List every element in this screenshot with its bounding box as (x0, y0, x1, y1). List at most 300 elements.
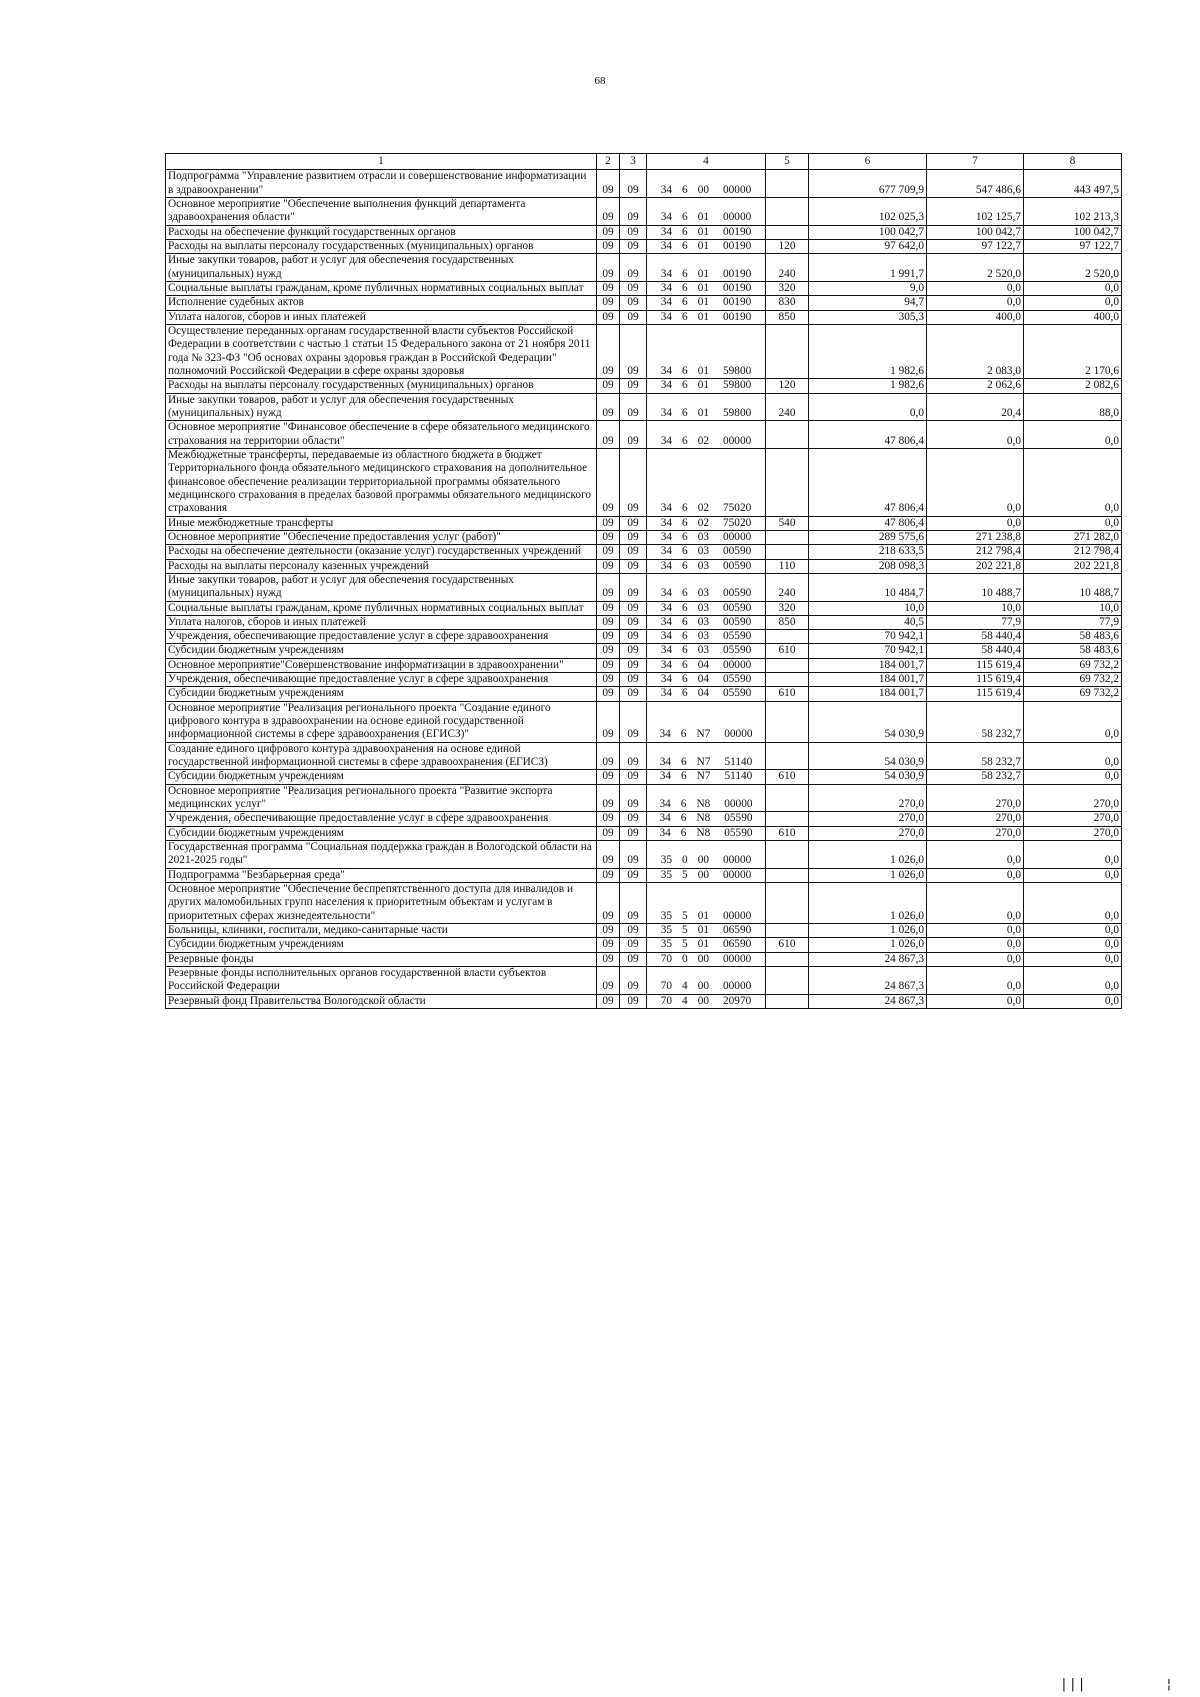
row-value-7: 0,0 (927, 924, 1024, 938)
row-value-7: 115 619,4 (927, 673, 1024, 687)
table-row (166, 601, 1122, 615)
row-value-7: 102 125,7 (927, 197, 1024, 225)
row-code-4 (647, 883, 766, 924)
row-name: Расходы на обеспечение функций государственных органов (166, 225, 597, 239)
code-4-subprogram: 6 (682, 630, 688, 643)
row-value-8: 0,0 (1024, 924, 1122, 938)
row-code-2: 09 (597, 324, 620, 378)
code-4-program: 34 (660, 364, 673, 377)
row-value-7: 400,0 (927, 310, 1024, 324)
code-4-program: 34 (659, 826, 671, 839)
table-row (166, 559, 1122, 573)
row-code-5: 240 (766, 254, 809, 282)
row-value-8: 270,0 (1024, 812, 1122, 826)
code-4-program: 34 (660, 310, 673, 323)
code-4-subprogram: 6 (680, 812, 687, 825)
row-code-2: 09 (597, 393, 620, 421)
code-4-event: N8 (696, 812, 711, 825)
code-4-event: 00 (697, 952, 709, 965)
row-value-8: 69 732,2 (1024, 687, 1122, 701)
row-code-5: 120 (766, 379, 809, 393)
row-code-2: 09 (597, 225, 620, 239)
code-4-subprogram: 6 (682, 434, 688, 447)
row-code-3: 09 (620, 225, 647, 239)
row-name: Расходы на обеспечение деятельности (оказание услуг) государственных учреждений (166, 545, 597, 559)
row-name: Субсидии бюджетным учреждениям (166, 826, 597, 840)
code-4-program: 34 (660, 545, 673, 558)
code-4-event: 03 (697, 559, 709, 572)
row-value-8: 270,0 (1024, 826, 1122, 840)
code-4-event: 01 (697, 310, 709, 323)
row-value-8: 10,0 (1024, 601, 1122, 615)
row-value-7: 97 122,7 (927, 239, 1024, 253)
row-code-5: 610 (766, 770, 809, 784)
row-code-2: 09 (597, 239, 620, 253)
row-code-5: 610 (766, 826, 809, 840)
code-4-program: 34 (660, 630, 673, 643)
row-code-3: 09 (620, 938, 647, 952)
row-code-2: 09 (597, 812, 620, 826)
row-code-4 (647, 994, 766, 1008)
code-4-direction: 00190 (723, 281, 752, 294)
row-name: Субсидии бюджетным учреждениям (166, 770, 597, 784)
code-4-subprogram: 6 (682, 673, 688, 686)
row-code-3: 09 (620, 952, 647, 966)
table-row (166, 448, 1122, 516)
row-code-4 (647, 658, 766, 672)
code-4-event: 01 (697, 239, 709, 252)
row-value-6: 70 942,1 (809, 630, 927, 644)
row-code-5 (766, 530, 809, 544)
row-code-2: 09 (597, 379, 620, 393)
row-name: Резервные фонды (166, 952, 597, 966)
row-name: Подпрограмма "Управление развитием отрасли и совершенствование информатизации в здравоохранении" (166, 170, 597, 198)
budget-table (165, 153, 1122, 1009)
row-code-4 (647, 239, 766, 253)
row-value-7: 58 232,7 (927, 770, 1024, 784)
row-value-7: 0,0 (927, 296, 1024, 310)
row-value-8: 443 497,5 (1024, 170, 1122, 198)
code-4-direction: 05590 (724, 826, 753, 839)
row-value-6: 97 642,0 (809, 239, 927, 253)
row-value-6: 0,0 (809, 393, 927, 421)
row-code-2: 09 (597, 952, 620, 966)
row-name: Основное мероприятие "Реализация регионального проекта "Развитие экспорта медицинских услуг" (166, 784, 597, 812)
code-4-event: 03 (697, 630, 709, 643)
row-code-4 (647, 393, 766, 421)
row-code-4 (647, 516, 766, 530)
row-code-2: 09 (597, 967, 620, 995)
code-4-direction: 59800 (723, 406, 752, 419)
row-code-4 (647, 924, 766, 938)
code-4-program: 34 (660, 379, 673, 392)
row-name: Расходы на выплаты персоналу государственных (муниципальных) органов (166, 379, 597, 393)
row-code-3: 09 (620, 673, 647, 687)
row-code-2: 09 (597, 421, 620, 449)
code-4-direction: 00000 (723, 952, 752, 965)
row-value-8: 0,0 (1024, 421, 1122, 449)
code-4-direction: 05590 (724, 812, 753, 825)
row-code-5 (766, 197, 809, 225)
table-row (166, 615, 1122, 629)
row-code-4 (647, 687, 766, 701)
row-code-4 (647, 324, 766, 378)
page-number: 68 (594, 75, 606, 87)
row-value-6: 10,0 (809, 601, 927, 615)
row-code-3: 09 (620, 770, 647, 784)
code-4-event: 00 (697, 868, 709, 881)
table-row (166, 967, 1122, 995)
row-value-7: 58 440,4 (927, 630, 1024, 644)
row-code-4 (647, 254, 766, 282)
row-code-3: 09 (620, 559, 647, 573)
code-4-program: 34 (659, 728, 671, 741)
row-value-7: 270,0 (927, 812, 1024, 826)
code-4-direction: 00190 (723, 310, 752, 323)
row-name: Расходы на выплаты персоналу государственных (муниципальных) органов (166, 239, 597, 253)
row-code-3: 09 (620, 310, 647, 324)
row-value-6: 24 867,3 (809, 994, 927, 1008)
row-code-3: 09 (620, 784, 647, 812)
code-4-event: 01 (697, 924, 709, 937)
row-code-5: 850 (766, 615, 809, 629)
row-code-2: 09 (597, 687, 620, 701)
row-code-2: 09 (597, 994, 620, 1008)
row-value-8: 77,9 (1024, 615, 1122, 629)
row-code-5 (766, 812, 809, 826)
scan-mark: ||| (1060, 1677, 1087, 1692)
code-4-event: N7 (696, 756, 711, 769)
row-code-2: 09 (597, 310, 620, 324)
row-value-8: 88,0 (1024, 393, 1122, 421)
row-name: Социальные выплаты гражданам, кроме публичных нормативных социальных выплат (166, 601, 597, 615)
code-4-subprogram: 4 (682, 994, 688, 1007)
row-code-4 (647, 701, 766, 742)
row-name: Исполнение судебных актов (166, 296, 597, 310)
row-code-5: 320 (766, 601, 809, 615)
row-code-3: 09 (620, 448, 647, 516)
table-row (166, 630, 1122, 644)
row-value-6: 677 709,9 (809, 170, 927, 198)
row-code-4 (647, 742, 766, 770)
row-value-8: 0,0 (1024, 883, 1122, 924)
code-4-program: 34 (660, 516, 673, 529)
row-code-2: 09 (597, 841, 620, 869)
row-code-5: 120 (766, 239, 809, 253)
table-row (166, 225, 1122, 239)
row-code-5 (766, 673, 809, 687)
code-4-subprogram: 5 (682, 868, 688, 881)
row-code-2: 09 (597, 516, 620, 530)
row-value-7: 10,0 (927, 601, 1024, 615)
row-value-8: 102 213,3 (1024, 197, 1122, 225)
row-name: Учреждения, обеспечивающие предоставление услуг в сфере здравоохранения (166, 812, 597, 826)
row-value-8: 0,0 (1024, 516, 1122, 530)
code-4-subprogram: 6 (680, 728, 687, 741)
code-4-event: 04 (697, 658, 709, 671)
code-4-event: 01 (697, 281, 709, 294)
row-value-6: 1 982,6 (809, 324, 927, 378)
row-code-5 (766, 170, 809, 198)
row-code-3: 09 (620, 197, 647, 225)
row-code-3: 09 (620, 701, 647, 742)
code-4-event: 03 (697, 587, 709, 600)
row-value-8: 58 483,6 (1024, 630, 1122, 644)
row-value-8: 0,0 (1024, 296, 1122, 310)
table-row (166, 393, 1122, 421)
row-name: Уплата налогов, сборов и иных платежей (166, 310, 597, 324)
row-value-6: 184 001,7 (809, 687, 927, 701)
row-code-5: 610 (766, 938, 809, 952)
table-row (166, 770, 1122, 784)
code-4-event: N7 (696, 770, 711, 783)
row-name: Иные межбюджетные трансферты (166, 516, 597, 530)
code-4-direction: 05590 (723, 644, 752, 657)
code-4-event: 01 (697, 406, 709, 419)
row-value-7: 212 798,4 (927, 545, 1024, 559)
row-code-3: 09 (620, 393, 647, 421)
row-name: Учреждения, обеспечивающие предоставление услуг в сфере здравоохранения (166, 630, 597, 644)
row-code-5: 830 (766, 296, 809, 310)
row-code-2: 09 (597, 770, 620, 784)
col-header: 3 (620, 154, 647, 170)
code-4-direction: 00000 (724, 728, 753, 741)
row-value-7: 0,0 (927, 938, 1024, 952)
code-4-program: 35 (660, 924, 673, 937)
row-value-8: 202 221,8 (1024, 559, 1122, 573)
row-name: Расходы на выплаты персоналу казенных учреждений (166, 559, 597, 573)
code-4-subprogram: 6 (682, 530, 688, 543)
row-value-7: 0,0 (927, 281, 1024, 295)
row-value-6: 1 991,7 (809, 254, 927, 282)
row-code-4 (647, 952, 766, 966)
row-value-7: 77,9 (927, 615, 1024, 629)
code-4-event: 02 (697, 516, 709, 529)
row-value-7: 115 619,4 (927, 687, 1024, 701)
row-name: Основное мероприятие "Обеспечение предоставления услуг (работ)" (166, 530, 597, 544)
row-code-3: 09 (620, 421, 647, 449)
row-name: Основное мероприятие "Реализация регионального проекта "Создание единого цифрового контура в здравоохранении на основе единой государственной информационной системы в сфере здравоохранения (ЕГИСЗ)" (166, 701, 597, 742)
row-code-4 (647, 573, 766, 601)
row-value-8: 2 082,6 (1024, 379, 1122, 393)
row-value-6: 47 806,4 (809, 448, 927, 516)
row-code-3: 09 (620, 379, 647, 393)
row-name: Больницы, клиники, госпитали, медико-санитарные части (166, 924, 597, 938)
code-4-event: 01 (697, 225, 709, 238)
row-code-4 (647, 601, 766, 615)
row-value-6: 1 026,0 (809, 841, 927, 869)
code-4-program: 34 (659, 770, 671, 783)
row-code-2: 09 (597, 826, 620, 840)
row-name: Подпрограмма "Безбарьерная среда" (166, 868, 597, 882)
row-code-3: 09 (620, 812, 647, 826)
code-4-program: 34 (660, 615, 673, 628)
row-value-8: 271 282,0 (1024, 530, 1122, 544)
row-value-8: 0,0 (1024, 281, 1122, 295)
code-4-subprogram: 6 (682, 601, 688, 614)
row-value-8: 400,0 (1024, 310, 1122, 324)
row-value-7: 2 520,0 (927, 254, 1024, 282)
row-code-5 (766, 545, 809, 559)
row-code-3: 09 (620, 239, 647, 253)
row-value-6: 184 001,7 (809, 673, 927, 687)
row-code-4 (647, 559, 766, 573)
row-code-3: 09 (620, 573, 647, 601)
code-4-program: 34 (659, 798, 671, 811)
table-row (166, 938, 1122, 952)
table-row (166, 924, 1122, 938)
row-code-2: 09 (597, 559, 620, 573)
code-4-event: 01 (697, 909, 709, 922)
code-4-direction: 00000 (723, 909, 752, 922)
row-code-5 (766, 658, 809, 672)
row-code-5: 610 (766, 687, 809, 701)
code-4-direction: 00590 (723, 615, 752, 628)
col-header: 1 (166, 154, 597, 170)
row-code-3: 09 (620, 601, 647, 615)
row-code-5 (766, 994, 809, 1008)
row-name: Учреждения, обеспечивающие предоставление услуг в сфере здравоохранения (166, 673, 597, 687)
row-name: Создание единого цифрового контура здравоохранения на основе единой государственной информационной системы в сфере здравоохранения (ЕГИСЗ) (166, 742, 597, 770)
row-value-6: 1 982,6 (809, 379, 927, 393)
row-value-8: 0,0 (1024, 967, 1122, 995)
row-name: Социальные выплаты гражданам, кроме публичных нормативных социальных выплат (166, 281, 597, 295)
row-code-2: 09 (597, 883, 620, 924)
table-row (166, 644, 1122, 658)
row-code-4 (647, 448, 766, 516)
row-name: Уплата налогов, сборов и иных платежей (166, 615, 597, 629)
code-4-subprogram: 6 (682, 281, 688, 294)
code-4-subprogram: 6 (682, 364, 688, 377)
code-4-subprogram: 6 (682, 296, 688, 309)
row-code-3: 09 (620, 296, 647, 310)
row-code-2: 09 (597, 573, 620, 601)
code-4-direction: 00590 (723, 601, 752, 614)
row-value-7: 20,4 (927, 393, 1024, 421)
row-code-4 (647, 170, 766, 198)
table-row (166, 658, 1122, 672)
col-header: 5 (766, 154, 809, 170)
code-4-program: 34 (660, 658, 673, 671)
row-code-2: 09 (597, 615, 620, 629)
row-code-2: 09 (597, 296, 620, 310)
row-code-3: 09 (620, 687, 647, 701)
code-4-program: 34 (660, 434, 673, 447)
row-code-2: 09 (597, 170, 620, 198)
row-code-5 (766, 630, 809, 644)
row-value-6: 270,0 (809, 784, 927, 812)
row-code-3: 09 (620, 516, 647, 530)
row-value-8: 10 488,7 (1024, 573, 1122, 601)
row-code-2: 09 (597, 658, 620, 672)
table-row (166, 296, 1122, 310)
code-4-program: 35 (660, 868, 673, 881)
code-4-event: 03 (697, 545, 709, 558)
code-4-program: 34 (660, 687, 673, 700)
code-4-event: 03 (697, 644, 709, 657)
code-4-direction: 75020 (723, 516, 752, 529)
table-row (166, 952, 1122, 966)
row-value-6: 54 030,9 (809, 701, 927, 742)
col-header: 7 (927, 154, 1024, 170)
row-value-7: 58 232,7 (927, 701, 1024, 742)
row-value-7: 58 440,4 (927, 644, 1024, 658)
row-value-6: 1 026,0 (809, 883, 927, 924)
row-code-2: 09 (597, 448, 620, 516)
row-code-5 (766, 324, 809, 378)
code-4-direction: 05590 (723, 687, 752, 700)
code-4-direction: 05590 (723, 673, 752, 686)
row-code-4 (647, 615, 766, 629)
code-4-program: 34 (660, 239, 673, 252)
row-value-7: 0,0 (927, 883, 1024, 924)
row-code-4 (647, 225, 766, 239)
code-4-subprogram: 6 (682, 559, 688, 572)
row-value-6: 100 042,7 (809, 225, 927, 239)
row-value-7: 270,0 (927, 784, 1024, 812)
row-value-6: 10 484,7 (809, 573, 927, 601)
row-value-8: 100 042,7 (1024, 225, 1122, 239)
row-code-3: 09 (620, 170, 647, 198)
row-name: Основное мероприятие "Обеспечение выполнения функций департамента здравоохранения области" (166, 197, 597, 225)
row-code-4 (647, 644, 766, 658)
code-4-event: 03 (697, 530, 709, 543)
row-code-2: 09 (597, 601, 620, 615)
row-value-8: 212 798,4 (1024, 545, 1122, 559)
row-code-4 (647, 530, 766, 544)
row-value-8: 0,0 (1024, 841, 1122, 869)
row-value-6: 47 806,4 (809, 421, 927, 449)
row-code-4 (647, 967, 766, 995)
row-code-4 (647, 197, 766, 225)
code-4-subprogram: 0 (682, 952, 688, 965)
code-4-direction: 00000 (723, 183, 752, 196)
row-value-8: 69 732,2 (1024, 658, 1122, 672)
table-row (166, 239, 1122, 253)
code-4-direction: 06590 (723, 938, 752, 951)
code-4-event: 01 (697, 938, 709, 951)
code-4-program: 35 (660, 854, 673, 867)
table-row (166, 883, 1122, 924)
table-row (166, 812, 1122, 826)
code-4-event: 01 (697, 296, 709, 309)
code-4-subprogram: 6 (682, 545, 688, 558)
row-value-7: 115 619,4 (927, 658, 1024, 672)
row-value-7: 0,0 (927, 516, 1024, 530)
row-code-4 (647, 812, 766, 826)
table-row (166, 530, 1122, 544)
row-code-5: 110 (766, 559, 809, 573)
row-code-4 (647, 673, 766, 687)
row-name: Государственная программа "Социальная поддержка граждан в Вологодской области на 2021-2025 годы" (166, 841, 597, 869)
row-code-3: 09 (620, 254, 647, 282)
row-value-7: 0,0 (927, 448, 1024, 516)
row-code-3: 09 (620, 967, 647, 995)
table-row (166, 573, 1122, 601)
row-code-3: 09 (620, 658, 647, 672)
code-4-subprogram: 6 (682, 310, 688, 323)
row-code-3: 09 (620, 994, 647, 1008)
code-4-program: 34 (660, 183, 673, 196)
table-row (166, 868, 1122, 882)
table-row (166, 701, 1122, 742)
row-value-8: 0,0 (1024, 701, 1122, 742)
code-4-event: N8 (696, 826, 711, 839)
row-name: Иные закупки товаров, работ и услуг для обеспечения государственных (муниципальных) нужд (166, 254, 597, 282)
code-4-subprogram: 6 (681, 770, 687, 783)
code-4-direction: 51140 (724, 770, 753, 783)
table-row (166, 687, 1122, 701)
